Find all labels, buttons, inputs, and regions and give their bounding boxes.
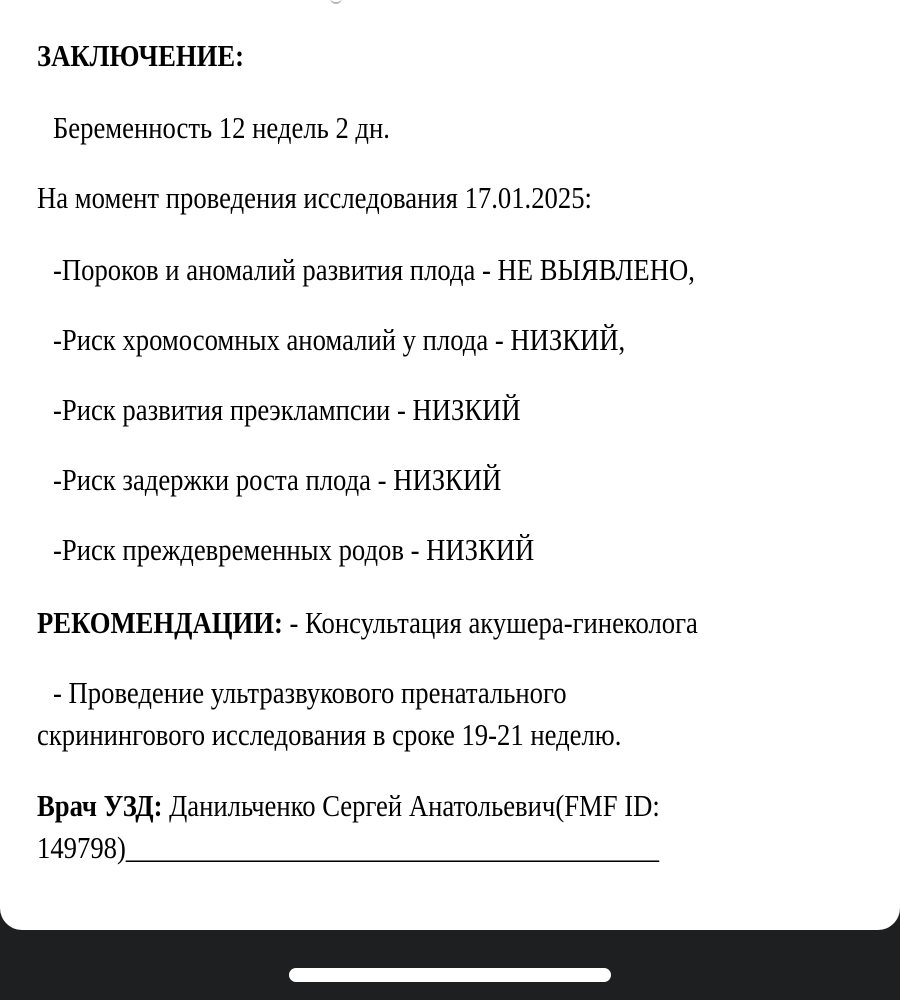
doctor-line bbox=[37, 790, 660, 821]
cropped-text-fragment bbox=[330, 0, 342, 4]
examination-date-line: На момент проведения исследования 17.01.2025: bbox=[37, 180, 592, 215]
doctor-id-signature-line: 149798)________________________________________ bbox=[37, 830, 660, 865]
doctor-name: Данильченко Сергей Анатольевич(FMF ID: bbox=[162, 788, 660, 823]
recommendation-item: - Проведение ультразвукового пренатального bbox=[53, 675, 567, 710]
recommendation-item-continued: скринингового исследования в сроке 19-21 неделю. bbox=[37, 717, 622, 752]
recommendations-line bbox=[37, 607, 698, 638]
finding-item: -Риск преждевременных родов - НИЗКИЙ bbox=[53, 532, 535, 567]
finding-item: -Риск хромосомных аномалий у плода - НИЗКИЙ, bbox=[53, 322, 626, 357]
doctor-label: Врач УЗД: bbox=[37, 788, 163, 823]
conclusion-heading: ЗАКЛЮЧЕНИЕ: bbox=[37, 38, 245, 73]
home-indicator[interactable] bbox=[289, 968, 611, 982]
pregnancy-term: Беременность 12 недель 2 дн. bbox=[53, 110, 390, 145]
recommendation-item: - Консультация акушера-гинеколога bbox=[282, 605, 698, 640]
finding-item: -Риск задержки роста плода - НИЗКИЙ bbox=[53, 462, 502, 497]
finding-item: -Пороков и аномалий развития плода - НЕ ВЫЯВЛЕНО, bbox=[53, 252, 695, 287]
recommendations-label: РЕКОМЕНДАЦИИ: bbox=[37, 605, 283, 640]
finding-item: -Риск развития преэклампсии - НИЗКИЙ bbox=[53, 392, 521, 427]
